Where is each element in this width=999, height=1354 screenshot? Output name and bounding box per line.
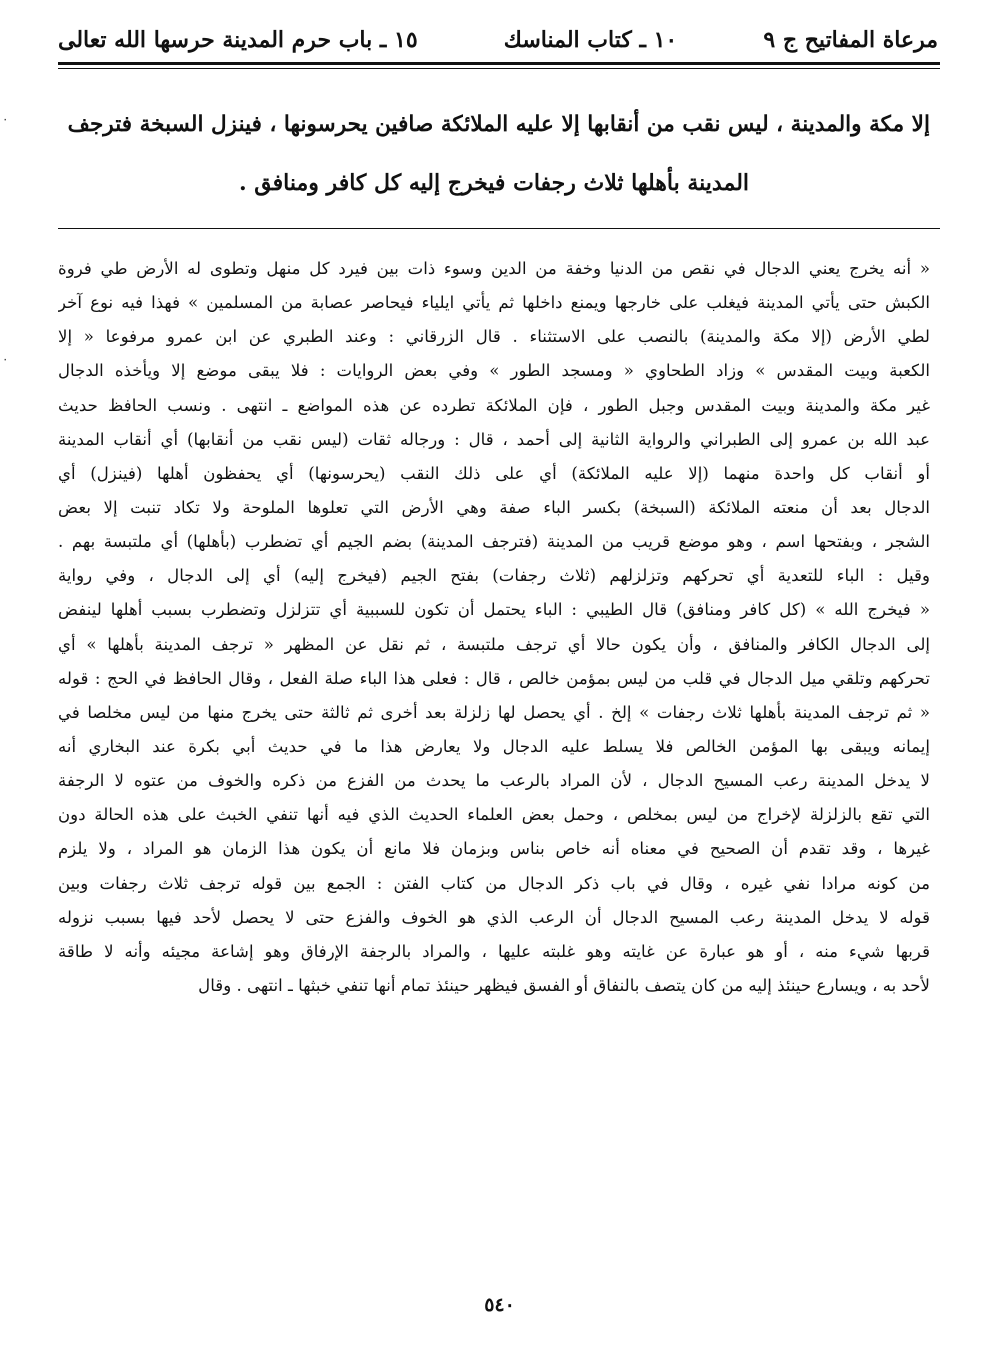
commentary-line: من كونه مرادا نفي غيره ، وقال في باب ذكر الدجال من كتاب الفتن : الجمع بين قوله ترجف ثلاث رجفات وبين (58, 873, 930, 893)
commentary-line: الكعبة وبيت المقدس » وزاد الطحاوي « ومسجد الطور » وفي بعض الروايات : فلا يبقى موضع إلا ويأخذه الدجال (58, 361, 930, 381)
commentary-line: الدجال بعد أن منعته الملائكة (السبخة) بكسر الباء صفة وهي الأرض التي تعلوها الملوحة ولا تكاد تنبت إلا بعض (58, 497, 930, 517)
page-number: ٥٤٠ (484, 1294, 515, 1316)
header-chapter: ١٥ ـ باب حرم المدينة حرسها الله تعالى (58, 27, 418, 53)
commentary-line: قربها شيء منه ، أو هو عبارة عن غايته وهو غلبته عليها ، والمراد بالرجفة الإرفاق وهو إشاعة مجيئه وأنه لا طاقة (58, 941, 930, 961)
commentary-line: الكبش حتى يأتي المدينة فيغلب على خارجها ويمنع داخلها ثم يأتي ايلياء فيحاصر عصابة من المسلمين » فهذا فيه نوع آخر (58, 293, 930, 313)
margin-mark: ٠ (2, 352, 9, 366)
commentary-line: إلى الدجال الكافر والمنافق ، وأن يكون حالا أي ترجف ملتبسة ، ثم نقل عن المظهر « ترجف المدينة بأهلها » أي (58, 634, 930, 654)
hadith-text (58, 96, 930, 212)
hadith-line: المدينة بأهلها ثلاث رجفات فيخرج إليه كل كافر ومنافق . (238, 170, 750, 196)
commentary-line: لأحد به ، ويسارع حينئذ إليه من كان يتصف بالنفاق أو الفسق فيظهر حينئذ تمام أنها تنفي خبثها ـ انتهى . وقال (198, 975, 930, 995)
commentary-line: قوله لا يدخل المدينة رعب المسيح الدجال أن الرعب الذي هو الخوف والفزع حتى لا يحصل لأحد فيها بسبب نزوله (58, 907, 930, 927)
commentary-line: التي تقع بالزلزلة لإخراج من ليس بمخلص ، وحمل بعض العلماء الحديث الذي فيه أنها تنفي الخبث على هذه الحالة دون (58, 805, 930, 825)
margin-mark: ٠ (2, 112, 9, 126)
commentary-line: لطي الأرض (إلا مكة والمدينة) بالنصب على الاستثناء . قال الزرقاني : وعند الطبري عن ابن عمرو مرفوعا « إلا (58, 327, 930, 347)
commentary-line: أو أنقاب كل واحدة منهما (إلا عليه الملائكة) أي على ذلك النقب (يحرسونها) أي يحفظون أهلها (فينزل) أي (58, 463, 930, 483)
commentary-line: « فيخرج الله » (كل كافر ومنافق) قال الطيبي : الباء يحتمل أن تكون للسببية أي تتزلزل وتضطرب بسبب أهلها لينفض (58, 600, 930, 620)
commentary-line: لا يدخل المدينة رعب المسيح الدجال ، لأن المراد بالرعب ما يحدث من الفزع من ذكره والخوف من عتوه لا الرجفة (58, 771, 930, 791)
commentary-line: الشجر ، وبفتحها اسم ، وهو موضع قريب من المدينة (فترجف المدينة) بضم الجيم أي تضطرب (بأهلها) أي ملتبسة بهم . (58, 532, 930, 552)
header-rule-thin (58, 68, 940, 69)
header-rule-thick (58, 62, 940, 65)
hadith-line: إلا مكة والمدينة ، ليس نقب من أنقابها إلا عليه الملائكة صافين يحرسونها ، فينزل السبخة فترجف (67, 112, 930, 137)
commentary-text (58, 252, 930, 1003)
commentary-line: وقيل : الباء للتعدية أي تحركهم وتزلزلهم (ثلاث رجفات) بفتح الجيم (فيخرج إليه) أي إلى الدجال ، وفي رواية (58, 566, 930, 586)
commentary-line: تحركهم وتلقي ميل الدجال في قلب من ليس بمؤمن خالص ، قال : فعلى هذا الباء صلة الفعل ، وقال الحافظ في الحج : قوله (58, 668, 930, 688)
running-header (58, 22, 938, 58)
commentary-line: إيمانه ويبقى بها المؤمن الخالص فلا يسلط عليه الدجال ولا يعارض هذا ما في حديث أبي بكرة عند البخاري أنه (58, 736, 930, 756)
commentary-line: عبد الله بن عمرو إلى الطبراني والرواية الثانية إلى أحمد ، قال : ورجاله ثقات (ليس نقب من أنقابها) أي أنقاب المدينة (58, 429, 930, 449)
header-book-section: ١٠ ـ كتاب المناسك (503, 27, 678, 53)
header-book-title: مرعاة المفاتيح ج ٩ (763, 27, 938, 53)
commentary-line: « أنه يخرج يعني الدجال في نقص من الدنيا وخفة من الدين وسوء ذات بين فيرد كل منهل وتطوى له الأرض طي فروة (58, 259, 930, 278)
commentary-line: « ثم ترجف المدينة بأهلها ثلاث رجفات » إلخ . أي يحصل لها زلزلة بعد أخرى ثم ثالثة حتى يخرج منها من ليس مخلصا في (58, 702, 930, 722)
commentary-line: غير مكة والمدينة وبيت المقدس وجبل الطور ، فإن الملائكة تطرده عن هذه المواضع ـ انتهى . ونسب الحافظ حديث (58, 395, 930, 415)
commentary-line: غيرها ، وقد تقدم أن الصحيح في معناه أنه خاص بناس وبزمان فلا مانع أن يكون هذا الزمان هو المراد ، ولا يلزم (58, 839, 930, 859)
section-divider (58, 228, 940, 229)
